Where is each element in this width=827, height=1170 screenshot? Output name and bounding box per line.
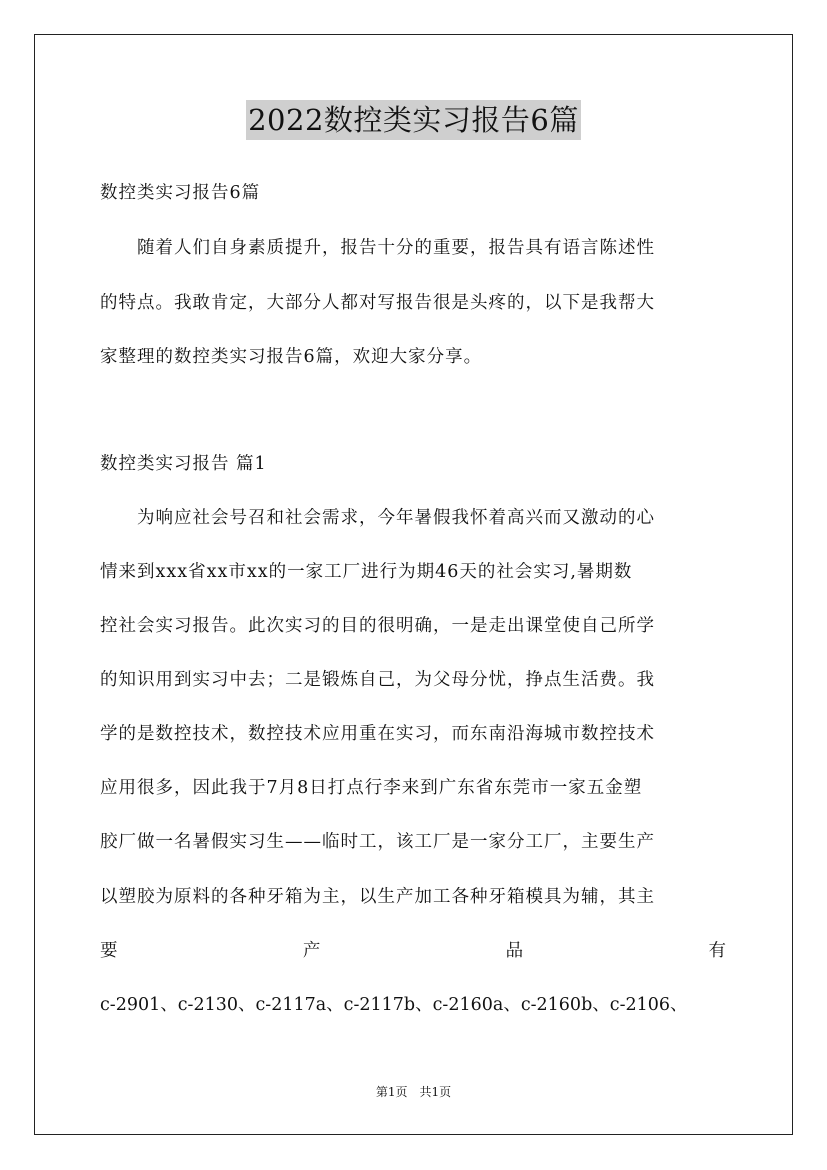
spread-word-4: 有 bbox=[708, 941, 727, 961]
intro-line-3: 家整理的数控类实习报告6篇，欢迎大家分享。 bbox=[100, 347, 483, 367]
body-line-1: 为响应社会号召和社会需求，今年暑假我怀着高兴而又激动的心 bbox=[100, 508, 655, 528]
intro-line-2: 的特点。我敢肯定，大部分人都对写报告很是头疼的，以下是我帮大 bbox=[100, 293, 655, 313]
page-footer: 第1页 共1页 bbox=[375, 1085, 452, 1099]
body-line-10: c-2901、c-2130、c-2117a、c-2117b、c-2160a、c-2160b、c-2106、 bbox=[100, 995, 688, 1015]
spread-word-3: 品 bbox=[505, 941, 525, 961]
section-heading: 数控类实习报告 篇1 bbox=[100, 454, 267, 474]
body-line-3: 控社会实习报告。此次实习的目的很明确，一是走出课堂使自己所学 bbox=[100, 616, 655, 636]
title-container bbox=[0, 100, 827, 140]
body-line-2: 情来到xxx省xx市xx的一家工厂进行为期46天的社会实习,暑期数 bbox=[100, 562, 633, 582]
spread-word-1: 要 bbox=[100, 941, 119, 961]
body-line-8: 以塑胶为原料的各种牙箱为主，以生产加工各种牙箱模具为辅，其主 bbox=[100, 887, 655, 907]
spread-word-2: 产 bbox=[302, 941, 322, 961]
body-line-4: 的知识用到实习中去；二是锻炼自己，为父母分忧，挣点生活费。我 bbox=[100, 670, 655, 690]
document-title: 2022数控类实习报告6篇 bbox=[246, 100, 581, 140]
intro-line-1: 随着人们自身素质提升，报告十分的重要，报告具有语言陈述性 bbox=[100, 238, 655, 258]
body-line-7: 胶厂做一名暑假实习生——临时工，该工厂是一家分工厂，主要生产 bbox=[100, 832, 655, 852]
body-line-6: 应用很多，因此我于7月8日打点行李来到广东省东莞市一家五金塑 bbox=[100, 778, 643, 798]
document-subtitle: 数控类实习报告6篇 bbox=[100, 183, 261, 203]
body-line-5: 学的是数控技术，数控技术应用重在实习，而东南沿海城市数控技术 bbox=[100, 724, 655, 744]
body-line-9 bbox=[100, 940, 727, 962]
